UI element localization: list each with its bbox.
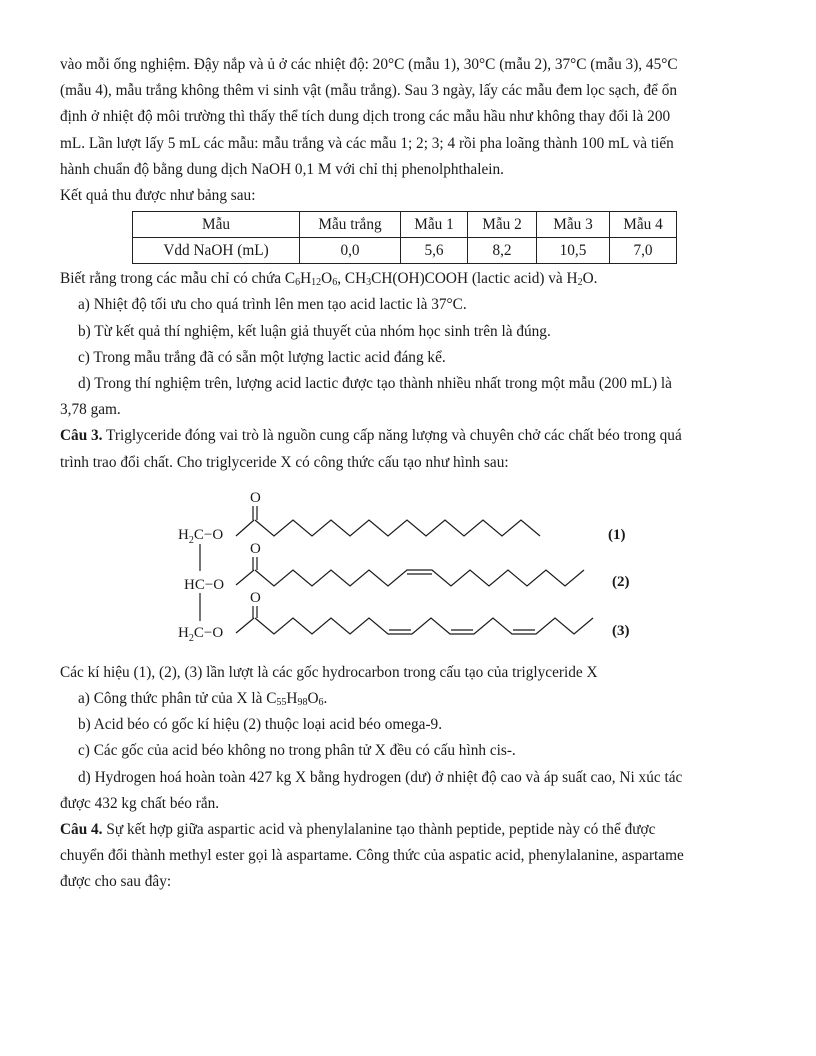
ester-bond-2 [236,570,254,585]
question-3-intro-cont: trình trao đổi chất. Cho triglyceride X có công thức cấu tạo như hình sau: [60,453,509,471]
statement-a [60,686,757,712]
text-line: mL. Lần lượt lấy 5 mL các mẫu: mẫu trắng và các mẫu 1; 2; 3; 4 rồi pha loãng thành 100 mL và tiến [60,134,674,152]
statement-a: a) Nhiệt độ tối ưu cho quá trình lên men tạo acid lactic là 37°C. [78,296,467,314]
subscript: 6 [295,277,301,289]
table-header-cell: Mẫu 4 [610,212,677,238]
document-page [60,52,757,896]
subscript: 6 [318,697,324,709]
question-4-line: chuyển đổi thành methyl ester gọi là aspartame. Công thức của aspatic acid, phenylalanine, aspartame [60,847,684,865]
table-cell: 0,0 [300,238,401,264]
subscript: 2 [577,277,583,289]
h2c-1: $H_2C-O$ [178,526,224,546]
question-label: Câu 4. [60,821,103,839]
carbonyl-o-1: O [250,489,261,506]
text-line: định ở nhiệt độ môi trường thì thấy thể tích dung dịch trong các mẫu hầu như không thay đổi là 200 [60,108,671,126]
statement-c: c) Trong mẫu trắng đã có sẵn một lượng lactic acid đáng kể. [78,348,446,366]
text-line: vào mỗi ống nghiệm. Đậy nắp và ủ ở các nhiệt độ: 20°C (mẫu 1), 30°C (mẫu 2), 37°C (mẫu 3), 45°C [60,56,678,73]
text-run: CH(OH)COOH (lactic acid) và H [371,270,578,288]
result-intro: Kết quả thu được như bảng sau: [60,187,256,205]
structure-legend: Các kí hiệu (1), (2), (3) lần lượt là các gốc hydrocarbon trong cấu tạo của triglyceride X [60,663,598,681]
table-header-row [133,212,677,238]
text-line: (mẫu 4), mẫu trắng không thêm vi sinh vật (mẫu trắng). Sau 3 ngày, lấy các mẫu đem lọc sạch, để ổn [60,82,678,100]
text-run: H [286,690,298,708]
question-3-intro [60,423,757,449]
question-4-line: được cho sau đây: [60,873,172,891]
table-cell: 5,6 [401,238,468,264]
table-header-cell: Mẫu 3 [537,212,610,238]
text-run: . [323,690,328,708]
text-run: H [300,270,312,288]
table-header-cell: Mẫu [133,212,300,238]
table-cell: 7,0 [610,238,677,264]
statement-b: b) Acid béo có gốc kí hiệu (2) thuộc loại acid béo omega-9. [78,716,443,734]
subscript: 6 [332,277,338,289]
question-4-intro [60,817,757,843]
chain-label-1: (1) [608,526,626,543]
text-run: O [307,690,319,708]
ester-bond-3 [236,618,254,633]
structure-bonds [200,506,593,634]
subscript: 12 [311,277,322,289]
triglyceride-structure-figure [60,476,757,660]
table-cell: 10,5 [537,238,610,264]
experiment-paragraph [60,52,757,183]
subscript: 98 [297,697,308,709]
chain-label-2: (2) [612,573,630,590]
text-run: Sự kết hợp giữa aspartic acid và phenylalanine tạo thành peptide, peptide này có thể được [102,821,656,839]
table-header-cell: Mẫu 1 [401,212,468,238]
ester-bond-1 [236,520,254,536]
chain-3 [255,618,593,634]
triglyceride-structure [60,476,757,660]
question-label: Câu 3. [60,427,103,445]
table-header-cell: Mẫu trắng [300,212,401,238]
text-run: O. [582,270,598,288]
chain-2 [255,570,584,586]
statement-b: b) Từ kết quả thí nghiệm, kết luận giả thuyết của nhóm học sinh trên là đúng. [78,322,551,340]
chain-label-3: (3) [612,622,630,639]
statement-d-cont: 3,78 gam. [60,401,121,419]
text-run: a) Công thức phân tử của X là C [78,690,277,708]
carbonyl-o-2: O [250,540,261,557]
h2c-3: $H_2C-O$ [178,624,224,644]
statement-d: d) Hydrogen hoá hoàn toàn 427 kg X bằng hydrogen (dư) ở nhiệt độ cao và áp suất cao, Ni xúc tác [78,768,683,786]
structure-labels [178,490,630,644]
subscript: 55 [276,697,287,709]
text-run: O [321,270,333,288]
statement-c: c) Các gốc của acid béo không no trong phân tử X đều có cấu hình cis-. [78,742,516,760]
table-cell: Vdd NaOH (mL) [133,238,300,264]
result-table [132,211,677,264]
carbonyl-o-3: O [250,589,261,606]
table-row [133,238,677,264]
subscript: 3 [366,277,372,289]
table-cell: 8,2 [468,238,537,264]
text-run: , CH [337,270,367,288]
statement-d-cont: được 432 kg chất béo rắn. [60,794,220,812]
statement-d: d) Trong thí nghiệm trên, lượng acid lactic được tạo thành nhiều nhất trong một mẫu (200 mL) là [78,375,672,393]
known-substances [60,266,757,292]
chain-1 [255,520,540,536]
table-header-cell: Mẫu 2 [468,212,537,238]
text-run: Triglyceride đóng vai trò là nguồn cung cấp năng lượng và chuyên chở các chất béo trong quá [102,427,682,445]
text-line: hành chuẩn độ bằng dung dịch NaOH 0,1 M với chỉ thị phenolphthalein. [60,160,504,178]
hc-2: HC−O [184,576,225,593]
text-run: Biết rằng trong các mẫu chỉ có chứa C [60,270,296,288]
